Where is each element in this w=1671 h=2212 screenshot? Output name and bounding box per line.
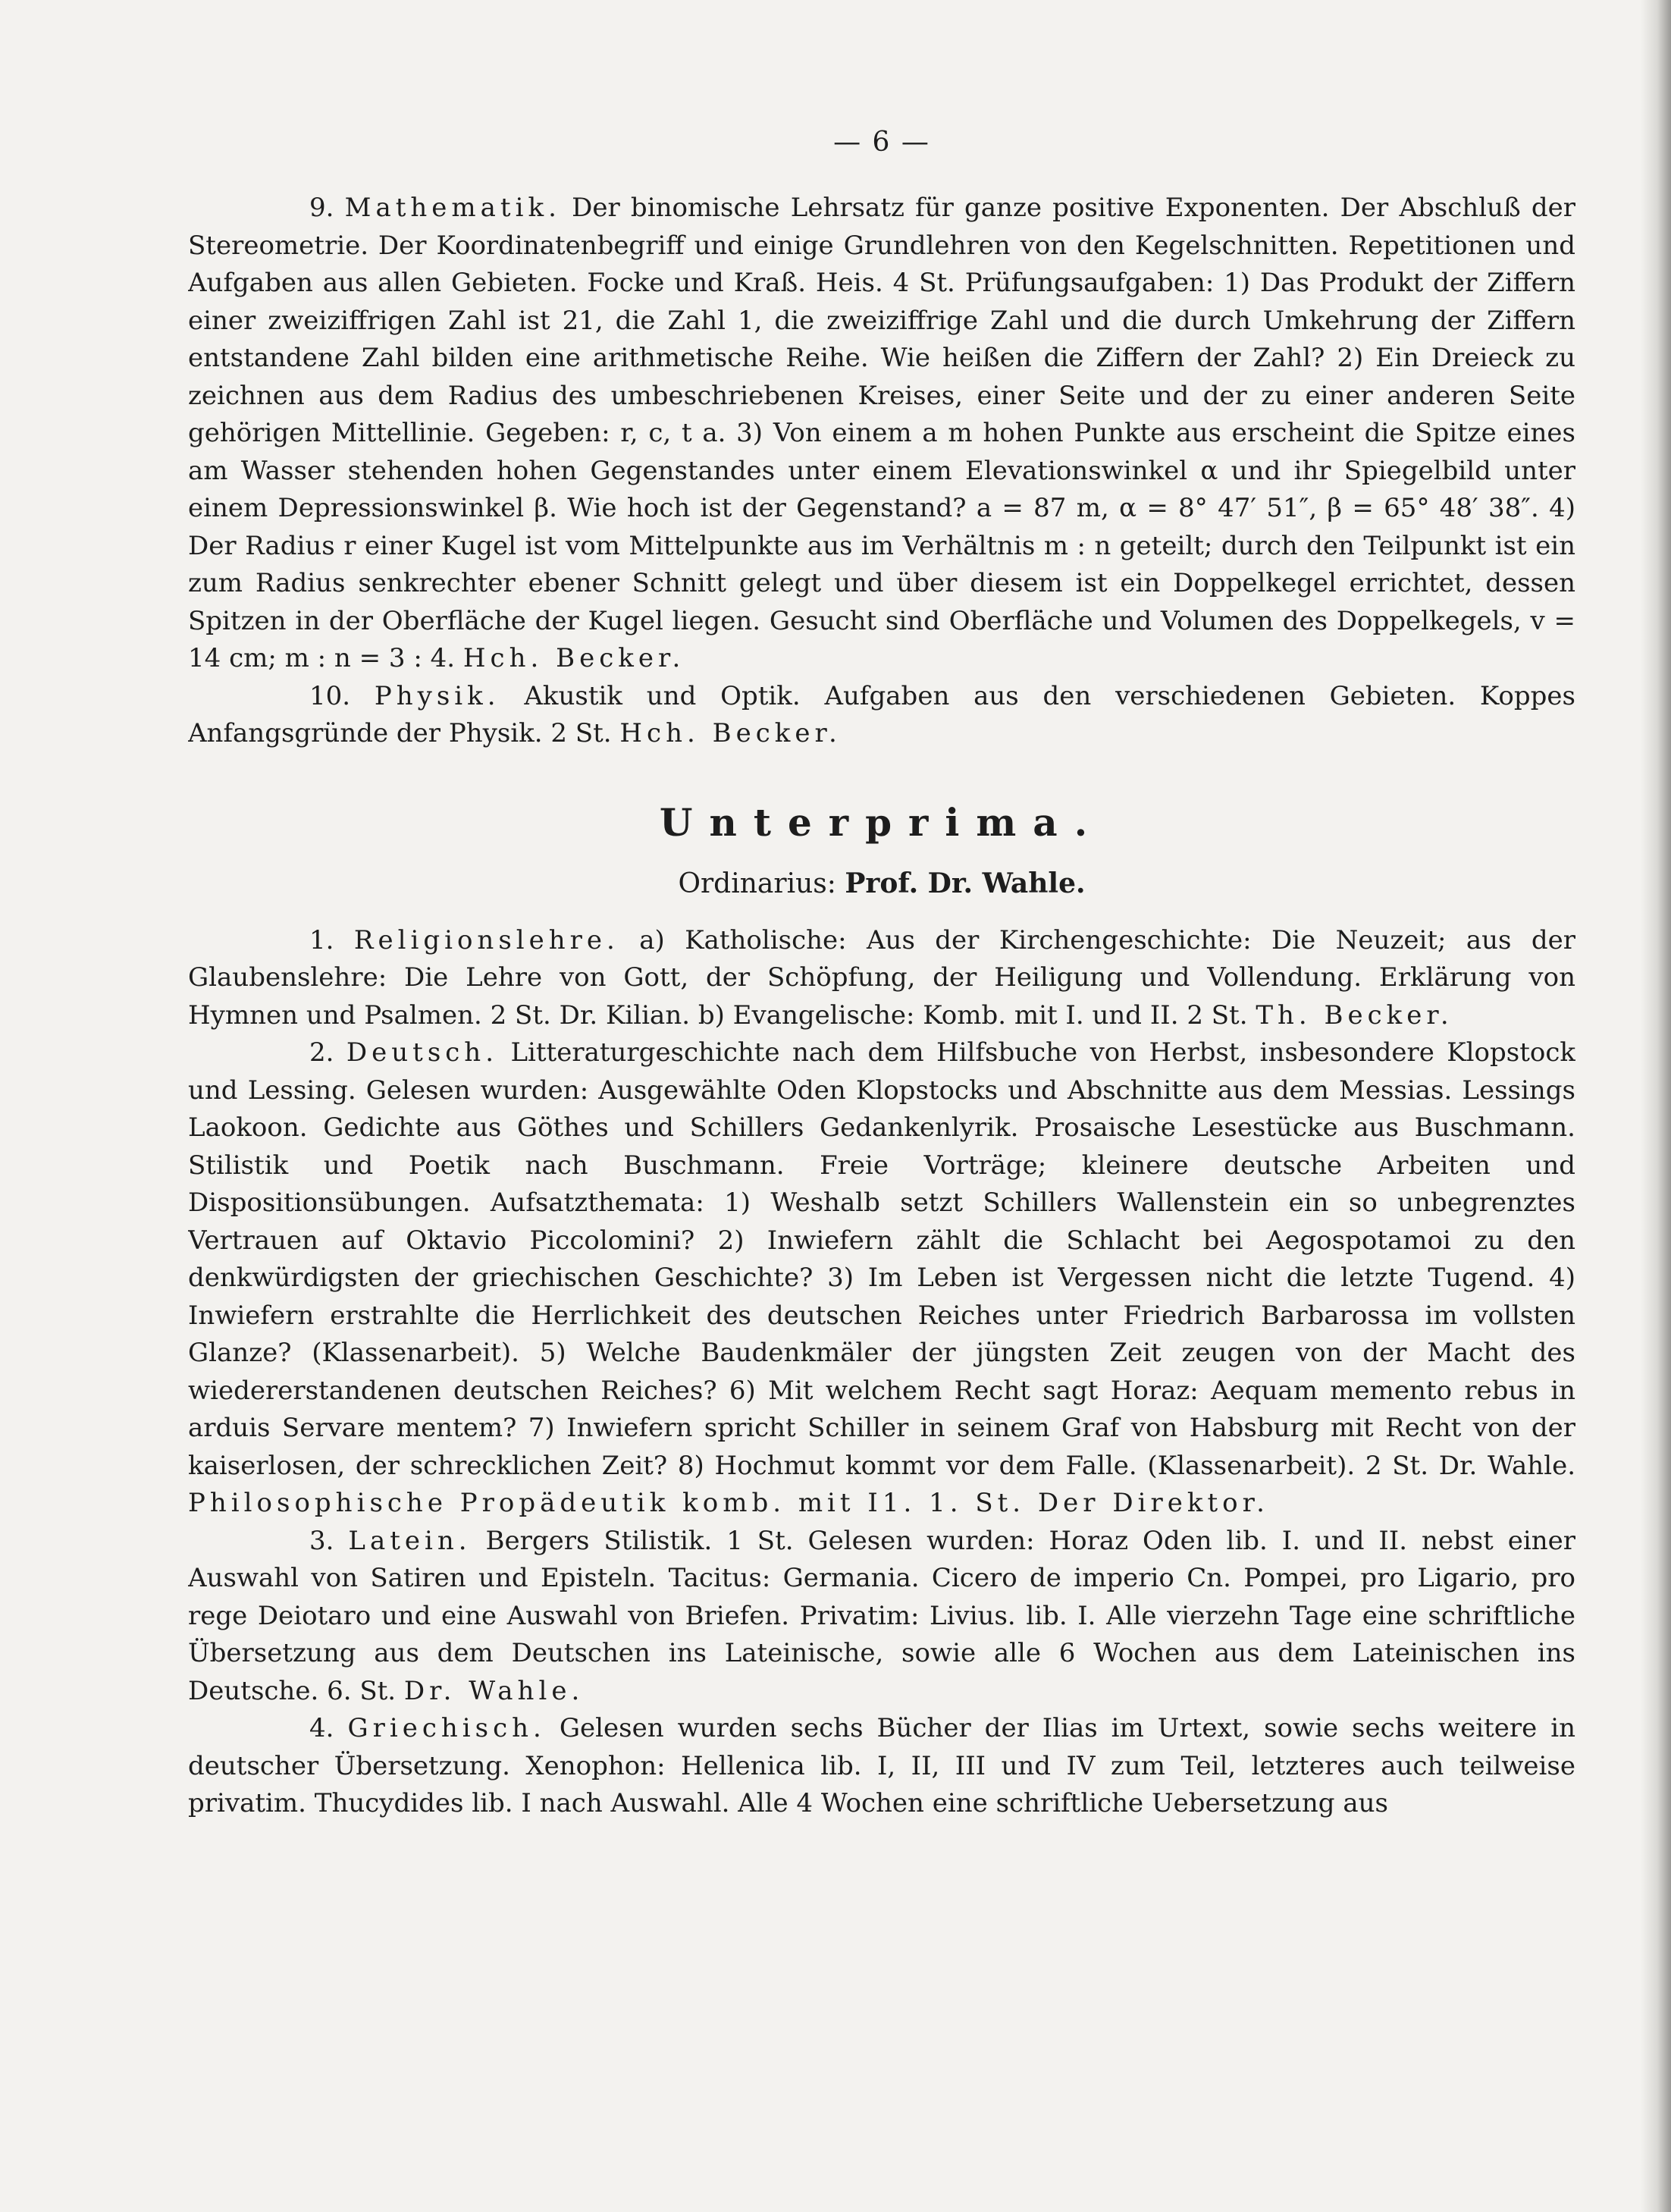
paragraph-mathematik [188,190,1575,678]
paragraph-number: 1. [309,924,334,955]
section-title: Unterprima. [659,799,1105,845]
ordinarius-label: Ordinarius: [678,868,836,899]
paragraph-number: 2. [309,1037,334,1068]
paragraph-deutsch [188,1034,1575,1523]
paragraph-number: 9. [309,193,334,223]
paragraph-number: 10. [309,680,351,711]
teacher-name: Hch. Becker. [462,643,685,673]
subject-heading: Religionslehre. [353,924,619,955]
paragraph-text: Litteraturgeschichte nach dem Hilfsbuche von Herbst, insbesondere Klopstock und Lessing. Gelesen wurden: Ausgewählte Oden Klopstocks und Abschnitte aus dem Messias. Lessings Laokoon. Gedichte aus Göthes und Schillers Gedankenlyrik. Prosaische Lesestücke aus Buschmann. Stilistik und Poetik nach Buschmann. Freie Vorträge; kleinere deutsche Arbeiten und Dispositionsübungen. Aufsatzthemata: 1) Weshalb setzt Schillers Wallenstein ein so unbegrenztes Vertrauen auf Oktavio Piccolomini? 2) Inwiefern zählt die Schlacht bei Aegospotamoi zu den denkwürdigsten der griechischen Geschichte? 3) Im Leben ist Vergessen nicht die letzte Tugend. 4) Inwiefern erstrahlte die Herrlichkeit des deutschen Reiches unter Friedrich Barbarossa im vollsten Glanze? (Klassenarbeit). 5) Welche Baudenkmäler der jüngsten Zeit zeugen von der Macht des wiedererstandenen deutschen Reiches? 6) Mit welchem Recht sagt Horaz: Aequam memento rebus in arduis Servare mentem? 7) Inwiefern spricht Schiller in seinem Graf von Habsburg mit Recht von der kaiserlosen, der schrecklichen Zeit? 8) Hochmut kommt vor dem Falle. (Klassenarbeit). 2 St. Dr. Wahle. [188,1037,1575,1481]
paragraph-physik [188,678,1575,753]
paragraph-number: 3. [309,1525,334,1556]
subject-heading: Latein. [348,1525,472,1556]
ordinarius-name: Prof. Dr. Wahle. [845,867,1086,899]
document-page [188,121,1575,2169]
paragraph-text: Akustik und Optik. Aufgaben aus den verschiedenen Gebieten. Koppes Anfangsgründe der Physik. 2 St. [188,680,1575,748]
paragraph-religionslehre [188,922,1575,1035]
subject-heading: Physik. [374,680,500,711]
paragraph-latein [188,1523,1575,1711]
page-edge-shadow [1641,0,1671,2212]
subject-heading: Mathematik. [344,193,561,223]
paragraph-griechisch [188,1710,1575,1823]
teacher-name: Dr. Wahle. [403,1675,585,1706]
teacher-name: Th. Becker. [1256,999,1453,1031]
page-number: — 6 — [833,127,930,158]
paragraph-text: a) Katholische: Aus der Kirchengeschichte: Die Neuzeit; aus der Glaubenslehre: Die Lehre von Gott, der Schöpfung, der Heiligung und Vollendung. Erklärung von Hymnen und Psalmen. 2 St. Dr. Kilian. b) Evangelische: Komb. mit I. und II. 2 St. [188,924,1575,1031]
paragraph-number: 4. [309,1713,334,1743]
paragraph-text: Gelesen wurden sechs Bücher der Ilias im Urtext, sowie sechs weitere in deutscher Übersetzung. Xenophon: Hellenica lib. I, II, III und IV zum Teil, letzteres auch teilweise privatim. Thucydides lib. I nach Auswahl. Alle 4 Wochen eine schriftliche Uebersetzung aus [188,1713,1575,1818]
teacher-name: Philosophische Propädeutik komb. mit I1. 1. St. Der Direktor. [188,1488,1269,1518]
paragraph-text: Bergers Stilistik. 1 St. Gelesen wurden: Horaz Oden lib. I. und II. nebst einer Auswahl von Satiren und Episteln. Tacitus: Germania. Cicero de imperio Cn. Pompei, pro Ligario, pro rege Deiotaro und eine Auswahl von Briefen. Privatim: Livius. lib. I. Alle vierzehn Tage eine schriftliche Übersetzung aus dem Deutschen ins Lateinische, sowie alle 6 Wochen aus dem Lateinischen ins Deutsche. 6. St. [188,1525,1575,1706]
subject-heading: Griechisch. [347,1713,546,1743]
paragraph-text: Der binomische Lehrsatz für ganze positive Exponenten. Der Abschluß der Stereometrie. Der Koordinatenbegriff und einige Grundlehren von den Kegelschnitten. Repetitionen und Aufgaben aus allen Gebieten. Focke und Kraß. Heis. 4 St. Prüfungsaufgaben: 1) Das Produkt der Ziffern einer zweiziffrigen Zahl ist 21, die Zahl 1, die zweiziffrige Zahl und die durch Umkehrung der Ziffern entstandene Zahl bilden eine arithmetische Reihe. Wie heißen die Ziffern der Zahl? 2) Ein Dreieck zu zeichnen aus dem Radius des umbeschriebenen Kreises, einer Seite und der zu einer anderen Seite gehörigen Mittellinie. Gegeben: r, c, t a. 3) Von einem a m hohen Punkte aus erscheint die Spitze eines am Wasser stehenden hohen Gegenstandes unter einem Elevationswinkel α und ihr Spiegelbild unter einem Depressionswinkel β. Wie hoch ist der Gegenstand? a = 87 m, α = 8° 47′ 51″, β = 65° 48′ 38″. 4) Der Radius r einer Kugel ist vom Mittelpunkte aus im Verhältnis m : n geteilt; durch den Teilpunkt ist ein zum Radius senkrechter ebener Schnitt gelegt und über diesem ist ein Doppelkegel errichtet, dessen Spitzen in der Oberfläche der Kugel liegen. Gesucht sind Oberfläche und Volumen des Doppelkegels, v = 14 cm; m : n = 3 : 4. [188,193,1575,673]
ordinarius-line [188,862,1575,905]
subject-heading: Deutsch. [346,1037,499,1068]
teacher-name: Hch. Becker. [619,718,842,748]
